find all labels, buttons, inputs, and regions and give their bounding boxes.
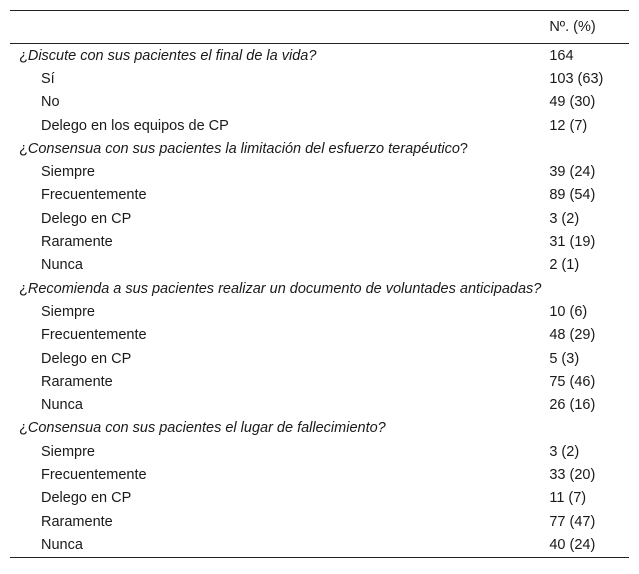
answer-value: 2 (1) [549, 257, 580, 274]
survey-table-container [10, 10, 629, 558]
answer-row [10, 393, 629, 416]
answer-value: 49 (30) [549, 94, 596, 111]
question-total [541, 277, 629, 300]
answer-label: Nunca [41, 257, 83, 274]
question-text: Consensua con sus pacientes el lugar de fallecimiento? [27, 420, 386, 437]
answer-label: Delego en CP [41, 210, 132, 227]
question-cell [10, 417, 541, 440]
answer-row [10, 533, 629, 557]
question-prefix: ¿ [19, 420, 28, 437]
answer-label: Frecuentemente [41, 327, 147, 344]
answer-row [10, 510, 629, 533]
answer-label: Siempre [41, 303, 95, 320]
answer-row [10, 114, 629, 137]
answer-row [10, 347, 629, 370]
answer-label: Nunca [41, 536, 83, 553]
answer-label: Delego en CP [41, 490, 132, 507]
answer-row [10, 91, 629, 114]
question-prefix: ¿ [19, 280, 28, 297]
answer-label: Raramente [41, 513, 113, 530]
answer-value: 77 (47) [549, 513, 596, 530]
question-row-therapeutic-effort [10, 137, 629, 160]
answer-value: 11 (7) [549, 490, 587, 507]
answer-value: 89 (54) [549, 187, 596, 204]
answer-label: Siempre [41, 164, 95, 181]
table-body [10, 44, 629, 558]
question-cell [10, 44, 541, 68]
answer-value: 31 (19) [549, 234, 596, 251]
answer-row [10, 230, 629, 253]
answer-label: Raramente [41, 234, 113, 251]
answer-label: Delego en CP [41, 350, 132, 367]
answer-label: Nunca [41, 397, 83, 414]
answer-value: 10 (6) [549, 303, 588, 320]
question-prefix: ¿ [19, 47, 28, 64]
answer-label: No [41, 94, 60, 111]
answer-value: 3 (2) [549, 443, 580, 460]
answer-value: 103 (63) [549, 70, 604, 87]
answer-row [10, 67, 629, 90]
question-row-advance-directives [10, 277, 629, 300]
answer-value: 40 (24) [549, 536, 596, 553]
question-total [541, 137, 629, 160]
question-cell [10, 277, 541, 300]
answer-label: Delego en los equipos de CP [41, 117, 229, 134]
answer-row [10, 324, 629, 347]
question-text: Discute con sus pacientes el final de la vida? [27, 47, 317, 64]
answer-value: 48 (29) [549, 327, 596, 344]
answer-row [10, 370, 629, 393]
question-text: Recomienda a sus pacientes realizar un documento de voluntades anticipadas? [27, 280, 542, 297]
question-prefix: ¿ [19, 140, 28, 157]
answer-row [10, 300, 629, 323]
answer-value: 5 (3) [549, 350, 580, 367]
answer-row [10, 207, 629, 230]
answer-value: 39 (24) [549, 164, 596, 181]
question-cell [10, 137, 541, 160]
survey-table [10, 10, 629, 558]
answer-row [10, 254, 629, 277]
answer-label: Sí [41, 70, 55, 87]
answer-label: Siempre [41, 443, 95, 460]
answer-value: 3 (2) [549, 210, 580, 227]
question-text: Consensua con sus pacientes la limitación del esfuerzo terapéutico [27, 140, 460, 157]
question-total [541, 417, 629, 440]
answer-value: 75 (46) [549, 373, 596, 390]
answer-row [10, 440, 629, 463]
answer-label: Frecuentemente [41, 187, 147, 204]
question-row-end-of-life [10, 44, 629, 68]
answer-row [10, 487, 629, 510]
answer-row [10, 463, 629, 486]
header-value-cell: Nº. (%) [549, 19, 596, 35]
answer-row [10, 160, 629, 183]
answer-label: Frecuentemente [41, 466, 147, 483]
header-row [10, 11, 629, 44]
question-row-place-of-death [10, 417, 629, 440]
answer-label: Raramente [41, 373, 113, 390]
question-total: 164 [549, 47, 574, 64]
answer-value: 33 (20) [549, 466, 596, 483]
table-header [10, 11, 629, 44]
answer-value: 12 (7) [549, 117, 588, 134]
answer-value: 26 (16) [549, 397, 596, 414]
header-label-cell [10, 11, 541, 44]
answer-row [10, 184, 629, 207]
question-suffix: ? [459, 140, 468, 157]
